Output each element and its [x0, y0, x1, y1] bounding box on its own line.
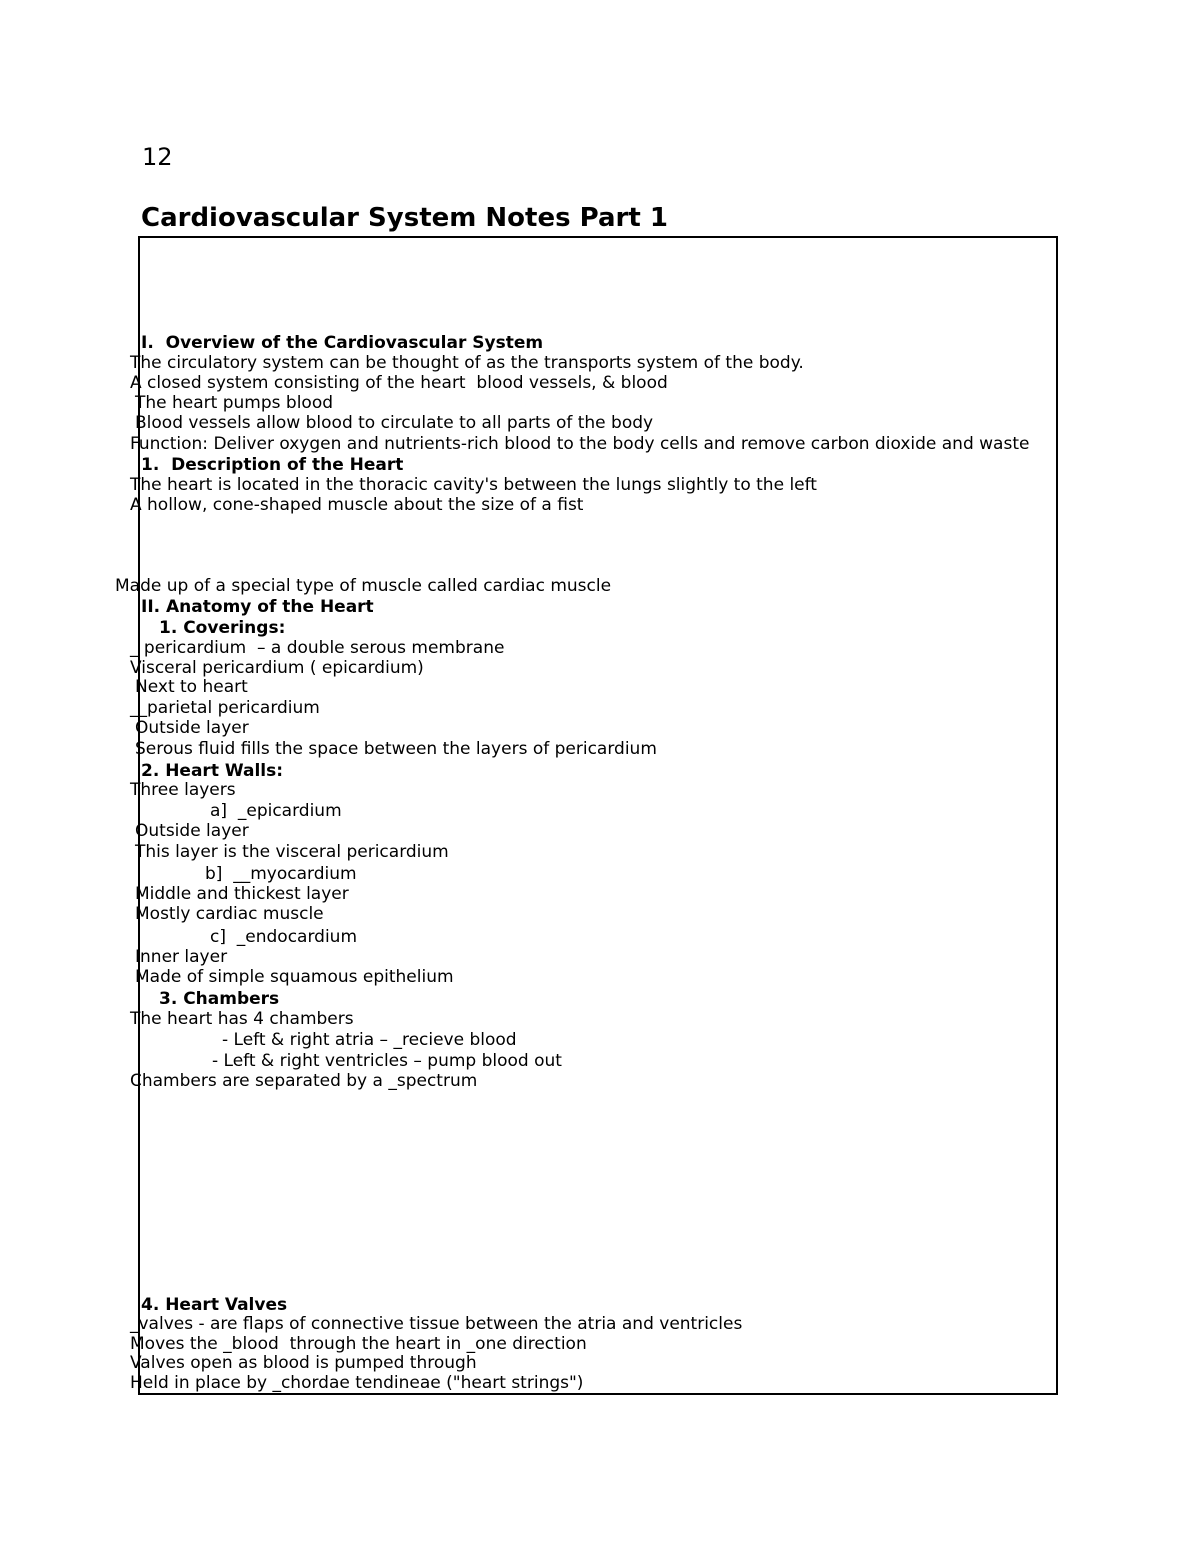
- note-line: - Left & right atria – _recieve blood: [222, 1030, 517, 1050]
- note-line: Three layers: [130, 780, 236, 800]
- note-line: Moves the _blood through the heart in _one direction: [130, 1334, 587, 1354]
- section-heading: I. Overview of the Cardiovascular System: [141, 333, 544, 353]
- note-line: Function: Deliver oxygen and nutrients-rich blood to the body cells and remove carbon dioxide and waste: [130, 434, 1030, 454]
- note-line: a] _epicardium: [210, 801, 342, 821]
- section-heading: 1. Description of the Heart: [141, 455, 404, 475]
- note-line: The heart has 4 chambers: [130, 1009, 354, 1029]
- note-line: The heart pumps blood: [135, 393, 334, 413]
- note-line: A hollow, cone-shaped muscle about the size of a fist: [130, 495, 584, 515]
- note-line: Serous fluid fills the space between the layers of pericardium: [135, 739, 657, 759]
- note-line: b] __myocardium: [205, 864, 357, 884]
- note-line: A closed system consisting of the heart blood vessels, & blood: [130, 373, 668, 393]
- subsection-heading: 1. Coverings:: [159, 618, 286, 638]
- note-line: Mostly cardiac muscle: [135, 904, 324, 924]
- section-heading: II. Anatomy of the Heart: [141, 597, 374, 617]
- subsection-heading: 2. Heart Walls:: [141, 761, 284, 781]
- note-line: Outside layer: [135, 821, 249, 841]
- note-line: Made of simple squamous epithelium: [135, 967, 454, 987]
- subsection-heading: 3. Chambers: [159, 989, 280, 1009]
- note-line: This layer is the visceral pericardium: [135, 842, 449, 862]
- note-line: Middle and thickest layer: [135, 884, 349, 904]
- subsection-heading: 4. Heart Valves: [141, 1295, 288, 1315]
- note-line: Next to heart: [135, 677, 248, 697]
- note-line: The circulatory system can be thought of as the transports system of the body.: [130, 353, 804, 373]
- note-line: Blood vessels allow blood to circulate to all parts of the body: [135, 413, 654, 433]
- note-line: - Left & right ventricles – pump blood out: [212, 1051, 562, 1071]
- note-line: Made up of a special type of muscle called cardiac muscle: [115, 576, 612, 596]
- note-line: _valves - are flaps of connective tissue between the atria and ventricles: [130, 1314, 743, 1334]
- note-line: Held in place by _chordae tendineae ("heart strings"): [130, 1373, 584, 1393]
- document-title: Cardiovascular System Notes Part 1: [141, 203, 668, 233]
- note-line: _ pericardium – a double serous membrane: [130, 638, 505, 658]
- page-number: 12: [142, 143, 173, 171]
- note-line: Inner layer: [135, 947, 228, 967]
- note-line: Visceral pericardium ( epicardium): [130, 658, 424, 678]
- note-line: The heart is located in the thoracic cavity's between the lungs slightly to the left: [130, 475, 817, 495]
- note-line: Chambers are separated by a _spectrum: [130, 1071, 478, 1091]
- note-line: __parietal pericardium: [130, 698, 320, 718]
- note-line: c] _endocardium: [210, 927, 358, 947]
- note-line: Outside layer: [135, 718, 249, 738]
- note-line: Valves open as blood is pumped through: [130, 1353, 477, 1373]
